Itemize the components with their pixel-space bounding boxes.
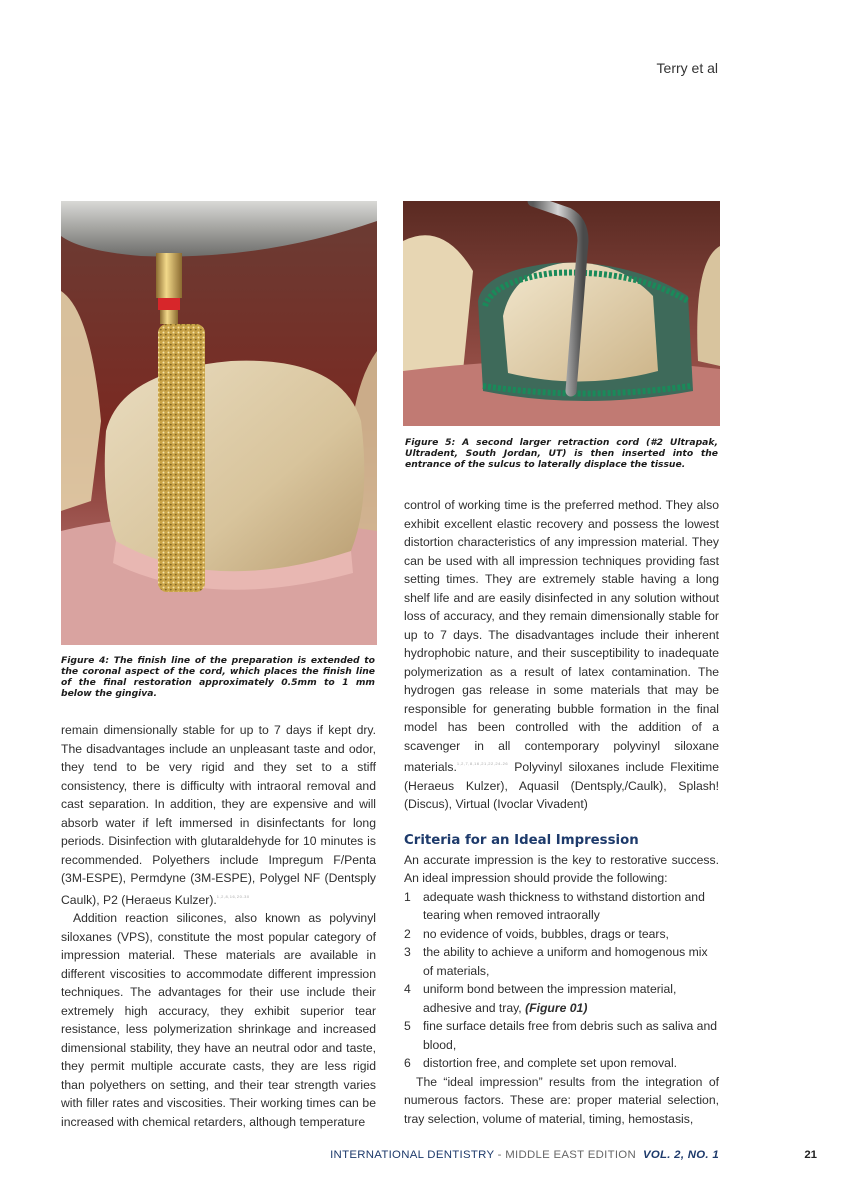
right-column (404, 496, 719, 1128)
left-paragraph-2: Addition reaction silicones, also known as polyvinyl siloxanes (VPS), constitute the most popular category of impression material. These materials are available in different viscosities to accommodate different impression techniques. The advantages for their use include their extremely high accuracy, they exhibit superior tear resistance, less polymerization shrinkage and increased dimensional stability, they have an neutral odor and taste, they permit multiple accurate casts, they are less rigid than polyethers on setting, and their tear strength varies with filler rates and viscosities. Their working times can be increased with chemical retarders, although temperature (61, 911, 376, 1129)
retraction-cord-illustration (403, 201, 720, 426)
criteria-list (404, 888, 719, 1073)
figure-5-photo (403, 201, 720, 426)
running-head: Terry et al (656, 60, 718, 76)
criteria-item: 3 the ability to achieve a uniform and homogenous mix of materials, (404, 945, 708, 978)
figure-5-caption: Figure 5: A second larger retraction cord (#2 Ultrapak, Ultradent, South Jordan, UT) is then inserted into the entrance of the sulcus to laterally displace the tissue. (405, 437, 718, 470)
tooth-bur-illustration (61, 201, 377, 645)
figure-reference: (Figure 01) (525, 1000, 588, 1015)
figure-4-photo (61, 201, 377, 645)
criteria-item: 6 distortion free, and complete set upon removal. (404, 1056, 678, 1070)
criteria-item: 5 fine surface details free from debris such as saliva and blood, (404, 1019, 717, 1052)
criteria-item: 4 uniform bond between the impression material, adhesive and tray, (Figure 01) (404, 982, 677, 1015)
left-column (61, 721, 376, 1131)
criteria-item: 2 no evidence of voids, bubbles, drags or tears, (404, 926, 669, 941)
reference-marks: 1,2,7,8,16,21,22,24-26 (456, 761, 509, 766)
closing-paragraph: The “ideal impression” results from the integration of numerous factors. These are: proper material selection, tray selection, volume of material, timing, hemostasis, (404, 1074, 719, 1126)
journal-name: INTERNATIONAL DENTISTRY - MIDDLE EAST EDITION VOL. 2, NO. 1 (330, 1149, 719, 1161)
page-number: 21 (804, 1149, 817, 1161)
section-heading: Criteria for an Ideal Impression (404, 832, 639, 848)
criteria-intro: An accurate impression is the key to restorative success. An ideal impression should provide the following: (404, 852, 719, 885)
right-paragraph-1: control of working time is the preferred method. They also exhibit excellent elastic recovery and possess the lowest distortion characteristics of any impression material. They can be used with all impression techniques providing fast setting times. They are extremely stable having a long shelf life and are easily disinfected in any solution without loss of accuracy, and they remain dimensionally stable for up to 7 days. The disadvantages include their inherent hydrophobic nature, and their susceptibility to inadequate polymerization as a result of latex contamination. The hydrogen gas release in some materials that may be responsible for generating bubble formation in the final model has been controlled with the addition of a scavenger in all contemporary polyvinyl siloxane materials.$^{1,2,7,8,16,21,22,24-26}$ Polyvinyl siloxanes include Flexitime (Heraeus Kulzer), Aquasil (Dentsply,/Caulk), Splash! (Discus), Virtual (Ivoclar Vivadent) (404, 498, 719, 811)
criteria-item: 1 adequate wash thickness to withstand distortion and tearing when removed intraorally (404, 889, 705, 922)
reference-marks: 1,2,8,16,20-30 (216, 893, 250, 899)
left-paragraph-1: remain dimensionally stable for up to 7 days if kept dry. The disadvantages include an unpleasant taste and odor, they tend to be very rigid and they set to a stiff consistency, there is difficulty with intraoral removal and cast separation. In addition, they are expensive and will absorb water if left immersed in disinfectants for long periods. Disinfection with glutaraldehyde for 10 minutes is recommended. Polyethers include Impregum F/Penta (3M-ESPE), Permdyne (3M-ESPE), Polygel NF (Dentsply Caulk), P2 (Heraeus Kulzer).$^{1,2,8,16,20-30}$ (61, 723, 376, 907)
figure-4-caption: Figure 4: The finish line of the preparation is extended to the coronal aspect of the cord, which places the finish line of the final restoration approximately 0.5mm to 1 mm below the gingiva. (61, 655, 375, 699)
